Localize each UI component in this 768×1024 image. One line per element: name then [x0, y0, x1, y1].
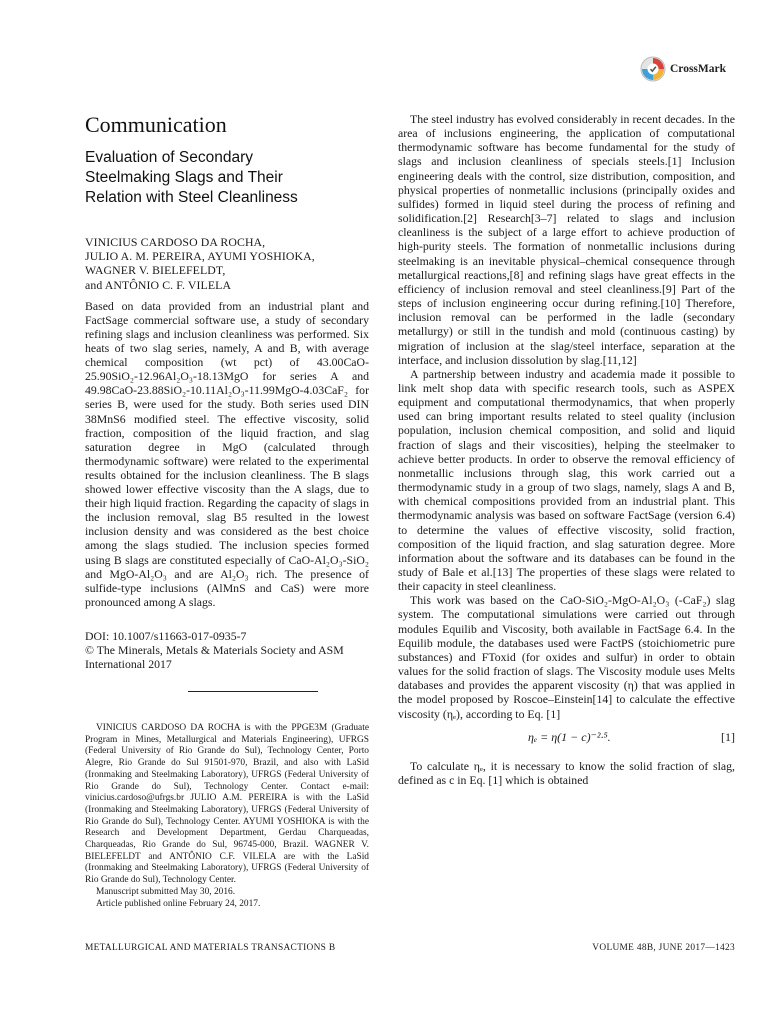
body-paragraph: A partnership between industry and academia made it possible to link melt shop data with specific research tools, such as ASPEX equipment and computational thermodynamics, that when properly used can bring important results related to steel quality (inclusion population, inclusion chemical composition, and solid and liquid fraction of slags and their viscosities), helping the steelmaker to achieve better products. In order to observe the removal efficiency of nonmetallic inclusions through slag, this work carried out a thermodynamic study in a group of two slags, namely, slags A and B, with chemical compositions provided from an industrial plant. This thermodynamic analysis was based on software FactSage (version 6.4) to determine the values of effective viscosity, solid fraction, composition of the liquid fraction, and slag saturation degree. More information about the software and its databases can be found in the study of Bale et al.[13] The properties of these slags were related to their capacity in steel cleanliness. [398, 366, 735, 594]
equation-body: ηₑ = η(1 − c)⁻²·⁵. [528, 730, 611, 745]
author-line: and ANTÔNIO C. F. VILELA [85, 277, 232, 292]
title-line: Steelmaking Slags and Their [85, 169, 283, 186]
author-line: VINICIUS CARDOSO DA ROCHA, [85, 235, 266, 249]
body-paragraph: The steel industry has evolved considerably in recent decades. In the area of inclusions engineering, the application of computational thermodynamic software has become fundamental for the study of slags and inclusion cleanliness of specials steels.[1] Inclusion engineering deals with the control, size distribution, composition, and physical properties of nonmetallic inclusions (principally oxides and sulfides) formed in liquid steel during the process of refining and solidification.[2] Research[3–7] related to slags and inclusion cleanliness is the subject of a large effort to achieve production of high-purity steels. The formation of nonmetallic inclusions during steelmaking is an inevitable physical–chemical consequence through metallurgical reactions,[8] and refining slags have great effects in the efficiency of inclusion removal and steel cleanliness.[9] Part of the steps of inclusion engineering occur during refining.[10] Therefore, inclusion removal can be performed in the ladle (secondary metallurgy) or still in the tundish and mold (continuous casting) by migration of inclusion at the slag/steel interface, separation at the interface, and inclusion dissolution by slag.[11,12] [398, 112, 735, 367]
section-heading: Communication [85, 112, 227, 137]
equation [398, 727, 735, 749]
title-line: Relation with Steel Cleanliness [85, 189, 298, 206]
publication-date: Article published online February 24, 2017. [96, 898, 261, 909]
author-affiliation-footnote [85, 723, 369, 910]
doi[interactable]: DOI: 10.1007/s11663-017-0935-7 [85, 628, 247, 643]
divider [188, 691, 318, 692]
journal-name: METALLURGICAL AND MATERIALS TRANSACTIONS B [85, 943, 336, 953]
copyright-notice: © The Minerals, Metals & Materials Society and ASM International 2017 [85, 642, 344, 671]
article-title [85, 148, 369, 208]
submission-date: Manuscript submitted May 30, 2016. [96, 886, 236, 897]
author-line: WAGNER V. BIELEFELDT, [85, 263, 226, 278]
page-footer [85, 943, 735, 953]
crossmark-badge[interactable] [640, 54, 726, 84]
equation-number: [1] [721, 730, 735, 745]
title-line: Evaluation of Secondary [85, 149, 254, 166]
abstract: Based on data provided from an industrial plant and FactSage commercial software use, a study of secondary refining slags and inclusion cleanliness was performed. Six heats of two slag series, namely, A and B, with average chemical composition (wt pct) of 43.00CaO-25.90SiO₂-12.96Al₂O₃-18.13MgO for series A and 49.98CaO-23.88SiO₂-10.11Al₂O₃-11.99MgO-4.03CaF₂ for series B, were used for the study. Both series used DIN 38MnS6 modified steel. The effective viscosity, solid fraction, composition of the liquid fraction, and slag saturation degree in MgO (calculated through thermodynamic software) were related to the experimental results obtained for the inclusion cleanliness. The B slags showed lower effective viscosity than the A slags, due to their high liquid fraction. Regarding the capacity of slags in the inclusion removal, slag B5 resulted in the lowest inclusion density and was considered as the best choice among the slags studied. The inclusion species formed using B slags are constituted especially of CaO-Al₂O₃-SiO₂ and MgO-Al₂O₃ and are Al₂O₃ rich. The presence of sulfide-type inclusions (AlMnS and CaS) were more pronounced among A slags. [85, 298, 369, 609]
volume-page: VOLUME 48B, JUNE 2017—1423 [592, 943, 735, 953]
affiliations: VINICIUS CARDOSO DA ROCHA is with the PPGE3M (Graduate Program in Mines, Metallurgical and Materials Engineering), UFRGS (Federal University of Rio Grande do Sul), Technology Center, Porto Alegre, Rio Grande do Sul 91501-970, Brazil, and also with LaSid (Ironmaking and Steelmaking Laboratory), UFRGS (Federal University of Rio Grande do Sul), Technology Center. Contact e-mail: vinicius.cardoso@ufrgs.br JULIO A.M. PEREIRA is with the LaSid (Ironmaking and Steelmaking Laboratory), UFRGS (Federal University of Rio Grande do Sul), Technology Center. AYUMI YOSHIOKA is with the Research and Development Department, Gerdau Charqueadas, Charqueadas, Rio Grande do Sul, 96745-000, Brazil. WAGNER V. BIELEFELDT and ANTÔNIO C.F. VILELA are with the LaSid (Ironmaking and Steelmaking Laboratory), UFRGS (Federal University of Rio Grande do Sul), Technology Center. [85, 723, 369, 886]
crossmark-label: CrossMark [670, 63, 727, 75]
author-line: JULIO A. M. PEREIRA, AYUMI YOSHIOKA, [85, 249, 315, 264]
crossmark-icon [640, 56, 666, 82]
body-paragraph: To calculate ηₑ, it is necessary to know the solid fraction of slag, defined as c in Eq. [1] which is obtained [398, 758, 735, 787]
author-list [85, 235, 369, 292]
left-column [85, 112, 369, 692]
body-paragraph: This work was based on the CaO-SiO₂-MgO-Al₂O₃ (-CaF₂) slag system. The computational simulations were carried out through modules Equilib and Viscosity, both available in FactSage 6.4. In the Equilib module, the databases used were FactPS (stoichiometric pure substances) and FToxid (for oxides and sulfur) in order to obtain values for the solid fraction of slags. The Viscosity module uses Melts databases and provides the apparent viscosity (η) that was applied in the model proposed by Roscoe–Einstein[14] to calculate the effective viscosity (ηₑ), according to Eq. [1] [398, 593, 735, 721]
right-column [398, 112, 735, 787]
